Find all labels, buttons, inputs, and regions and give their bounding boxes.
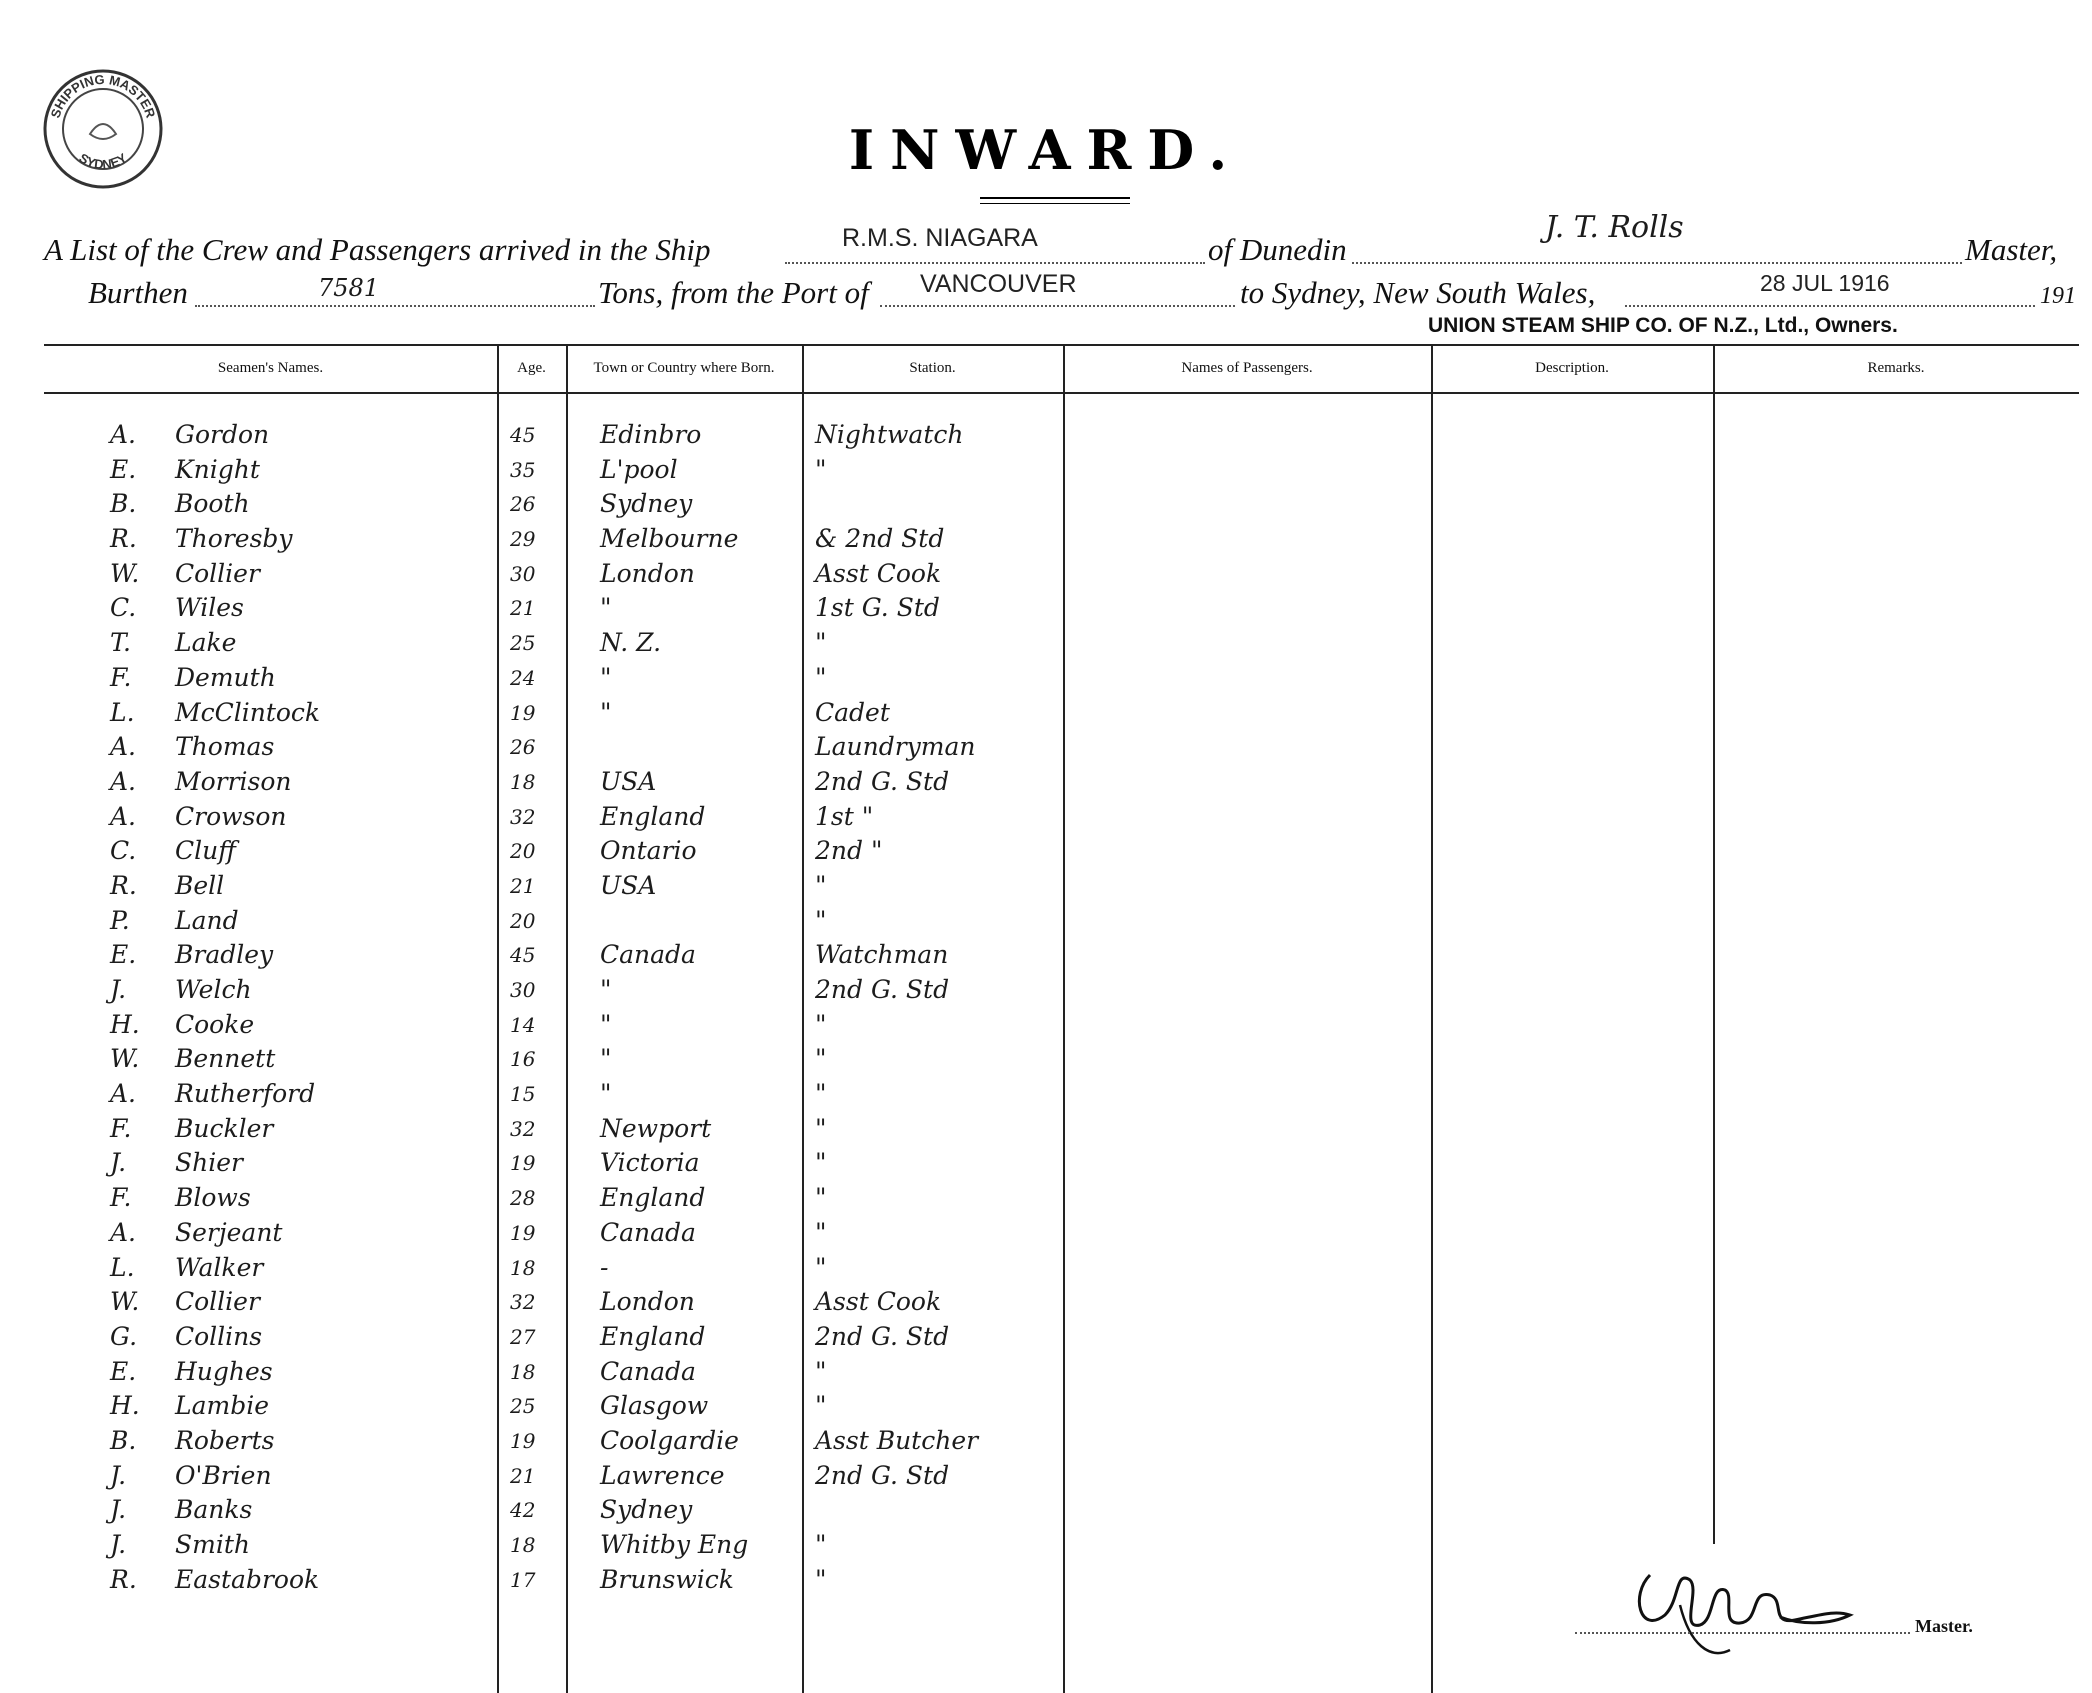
seaman-surname: Walker	[175, 1252, 264, 1282]
seaman-age: 14	[510, 1012, 536, 1037]
seaman-birthplace: "	[600, 662, 612, 692]
seaman-birthplace: L'pool	[600, 454, 678, 484]
seaman-station: Asst Cook	[815, 1287, 942, 1317]
crew-row	[0, 869, 2092, 904]
seaman-age: 35	[510, 457, 536, 482]
port-name: VANCOUVER	[920, 270, 1077, 298]
seaman-initial: R.	[110, 1564, 137, 1594]
seaman-station: 2nd "	[815, 836, 883, 866]
seaman-station: & 2nd Std	[815, 524, 945, 554]
seaman-age: 26	[510, 492, 536, 517]
seaman-station: 2nd G. Std	[815, 1460, 950, 1490]
seaman-station: 1st G. Std	[815, 593, 940, 623]
seaman-station: 2nd G. Std	[815, 1321, 950, 1351]
stamp-text-top: SHIPPING MASTER	[47, 71, 159, 120]
seaman-station: "	[815, 870, 827, 900]
seaman-birthplace: "	[600, 975, 612, 1004]
crew-row	[0, 765, 2092, 800]
crew-row	[0, 904, 2092, 939]
seaman-surname: Wiles	[175, 593, 244, 623]
master-label: Master,	[1965, 232, 2058, 267]
seaman-surname: Cooke	[175, 1009, 255, 1039]
seaman-initial: T.	[110, 628, 131, 658]
seaman-surname: Rutherford	[175, 1079, 316, 1109]
seaman-surname: Bradley	[175, 940, 274, 970]
seaman-age: 42	[510, 1498, 536, 1523]
crew-row	[0, 973, 2092, 1008]
column-header-description: Description.	[1535, 360, 1609, 376]
seaman-birthplace: Ontario	[600, 836, 697, 866]
seaman-age: 30	[510, 978, 536, 1002]
crew-row	[0, 487, 2092, 522]
seaman-surname: Bennett	[175, 1044, 276, 1074]
seaman-birthplace: -	[600, 1252, 609, 1282]
seaman-station: Cadet	[815, 697, 890, 727]
seaman-initial: E.	[110, 1356, 137, 1386]
seaman-station: Asst Butcher	[815, 1425, 979, 1455]
crew-row	[0, 800, 2092, 835]
crew-row	[0, 1042, 2092, 1077]
table-top-border	[44, 344, 2079, 346]
crew-row	[0, 1112, 2092, 1147]
seaman-surname: Collier	[175, 1287, 260, 1317]
burthen-line	[195, 305, 595, 307]
seaman-birthplace: Canada	[600, 940, 696, 970]
document-title: INWARD.	[848, 118, 1244, 182]
crew-row	[0, 1181, 2092, 1216]
seaman-age: 30	[510, 561, 536, 586]
seaman-surname: Eastabrook	[175, 1564, 320, 1594]
master-name: J. T. Rolls	[1545, 210, 1684, 245]
crew-list	[0, 418, 2092, 1597]
column-header-station: Station.	[909, 360, 956, 376]
seaman-initial: E.	[110, 454, 137, 484]
seaman-surname: Demuth	[175, 662, 276, 692]
seaman-birthplace: "	[600, 1009, 612, 1039]
seaman-birthplace: Victoria	[600, 1148, 700, 1178]
crew-row	[0, 730, 2092, 765]
seaman-birthplace: England	[600, 1321, 706, 1351]
seaman-birthplace: USA	[600, 870, 657, 900]
svg-text:SHIPPING MASTER	[48, 72, 159, 121]
seaman-surname: Thomas	[175, 732, 275, 762]
ship-name: R.M.S. NIAGARA	[842, 224, 1038, 252]
seaman-station: "	[815, 1217, 827, 1247]
seaman-surname: Crowson	[175, 801, 287, 831]
seaman-birthplace: England	[600, 1183, 706, 1213]
seaman-surname: Morrison	[175, 766, 292, 796]
crew-row	[0, 453, 2092, 488]
seaman-station: 2nd G. Std	[815, 975, 950, 1004]
seaman-birthplace: USA	[600, 766, 657, 796]
seaman-age: 32	[510, 1290, 536, 1315]
crew-row	[0, 1493, 2092, 1528]
seaman-age: 18	[510, 1533, 536, 1557]
arrival-date: 28 JUL 1916	[1760, 270, 1890, 296]
seaman-birthplace: "	[600, 1079, 612, 1109]
seaman-initial: G.	[110, 1321, 138, 1351]
seaman-station: 1st "	[815, 801, 874, 831]
seaman-surname: Knight	[175, 454, 260, 484]
seaman-surname: Bell	[175, 870, 225, 900]
seaman-surname: Blows	[175, 1183, 251, 1213]
seaman-age: 26	[510, 735, 536, 760]
seaman-surname: Shier	[175, 1148, 243, 1178]
seaman-surname: Buckler	[175, 1113, 274, 1143]
seaman-age: 45	[510, 423, 536, 447]
seaman-birthplace: Canada	[600, 1356, 696, 1386]
seaman-age: 19	[510, 1151, 536, 1176]
crew-row	[0, 696, 2092, 731]
seaman-age: 21	[510, 1463, 536, 1488]
crew-row	[0, 1251, 2092, 1286]
seaman-age: 32	[510, 1116, 536, 1141]
burthen-value: 7581	[318, 274, 380, 302]
seaman-age: 19	[510, 1220, 536, 1245]
seaman-birthplace: Coolgardie	[600, 1425, 739, 1455]
crew-row	[0, 1008, 2092, 1043]
seaman-age: 16	[510, 1047, 536, 1072]
seaman-birthplace: Edinbro	[600, 420, 702, 449]
seaman-station: "	[815, 1148, 827, 1178]
master-signature	[1620, 1555, 1860, 1665]
crew-row	[0, 1424, 2092, 1459]
seaman-initial: A.	[110, 1079, 137, 1109]
master-signature-label: Master.	[1915, 1616, 1973, 1636]
seaman-birthplace: Canada	[600, 1217, 696, 1247]
seaman-initial: B.	[110, 489, 137, 519]
seaman-surname: Cluff	[175, 836, 236, 866]
seaman-age: 27	[510, 1324, 536, 1349]
title-underline	[980, 197, 1130, 199]
seaman-initial: E.	[110, 940, 137, 970]
seaman-age: 20	[510, 839, 536, 864]
stamp-text-bottom: SYDNEY	[76, 150, 130, 173]
seaman-initial: J.	[110, 1530, 127, 1559]
seaman-initial: J.	[110, 1460, 127, 1490]
seaman-initial: A.	[110, 766, 137, 796]
seaman-birthplace: "	[600, 1044, 612, 1074]
destination-label: to Sydney, New South Wales,	[1240, 275, 1596, 310]
seaman-station: "	[815, 905, 827, 935]
seaman-initial: J.	[110, 975, 127, 1004]
seaman-birthplace: Sydney	[600, 1495, 693, 1525]
seaman-initial: J.	[110, 1495, 127, 1525]
seaman-station: "	[815, 628, 827, 658]
seaman-initial: B.	[110, 1425, 137, 1455]
seaman-surname: Thoresby	[175, 524, 293, 554]
crew-row	[0, 834, 2092, 869]
seaman-age: 24	[510, 665, 536, 690]
port-line	[880, 305, 1235, 307]
signature-line	[1575, 1632, 1910, 1634]
seaman-age: 18	[510, 769, 536, 794]
seaman-initial: F.	[110, 1183, 132, 1213]
crew-row	[0, 1389, 2092, 1424]
seaman-birthplace: England	[600, 801, 706, 831]
crew-row	[0, 557, 2092, 592]
seaman-station: "	[815, 1079, 827, 1109]
crew-row	[0, 418, 2092, 453]
seaman-surname: Land	[175, 905, 239, 935]
seaman-birthplace: "	[600, 593, 612, 623]
seaman-initial: L.	[110, 1252, 135, 1282]
column-header-seamens-names: Seamen's Names.	[217, 360, 324, 376]
seaman-station: "	[815, 1356, 827, 1386]
list-intro-text: A List of the Crew and Passengers arrived in the Ship	[44, 232, 711, 267]
crew-row	[0, 1285, 2092, 1320]
seaman-initial: W.	[110, 1044, 140, 1074]
crew-row	[0, 1459, 2092, 1494]
seaman-age: 21	[510, 873, 536, 898]
crew-row	[0, 1077, 2092, 1112]
tons-from-label: Tons, from the Port of	[598, 275, 869, 310]
seaman-age: 25	[510, 631, 536, 656]
column-header-passengers: Names of Passengers.	[1181, 360, 1313, 376]
crew-row	[0, 661, 2092, 696]
seaman-initial: H.	[110, 1391, 140, 1421]
seaman-surname: McClintock	[175, 697, 321, 727]
seaman-station: "	[815, 1391, 827, 1421]
seaman-station: Asst Cook	[815, 558, 942, 588]
seaman-age: 29	[510, 527, 536, 552]
seaman-station: 2nd G. Std	[815, 766, 950, 796]
seaman-surname: Serjeant	[175, 1217, 283, 1247]
seaman-surname: Roberts	[175, 1425, 275, 1455]
crew-row	[0, 1146, 2092, 1181]
seaman-station: "	[815, 1113, 827, 1143]
seaman-age: 19	[510, 700, 536, 725]
seaman-surname: Hughes	[175, 1356, 273, 1386]
seaman-surname: Lake	[175, 628, 237, 658]
seaman-age: 32	[510, 804, 536, 829]
seaman-station: "	[815, 1530, 827, 1559]
seaman-age: 20	[510, 908, 536, 933]
seaman-birthplace: Newport	[600, 1113, 712, 1143]
table-header-border	[44, 392, 2079, 394]
seaman-initial: P.	[110, 905, 130, 935]
seaman-surname: Collins	[175, 1321, 263, 1351]
crew-row	[0, 938, 2092, 973]
seaman-surname: Booth	[175, 489, 250, 519]
title-underline-thin	[980, 203, 1130, 204]
seaman-birthplace: Lawrence	[600, 1460, 725, 1490]
seaman-initial: L.	[110, 697, 135, 727]
seaman-age: 19	[510, 1428, 536, 1453]
seaman-surname: Lambie	[175, 1391, 270, 1421]
seaman-initial: W.	[110, 1287, 140, 1317]
column-header-birthplace: Town or Country where Born.	[593, 360, 775, 376]
seaman-surname: Banks	[175, 1495, 253, 1525]
seaman-age: 18	[510, 1359, 536, 1384]
crew-row	[0, 1320, 2092, 1355]
date-line	[1625, 305, 2035, 307]
seaman-initial: A.	[110, 801, 137, 831]
seaman-surname: Collier	[175, 558, 260, 588]
seaman-age: 28	[510, 1186, 536, 1211]
crew-row	[0, 1355, 2092, 1390]
crew-row	[0, 591, 2092, 626]
master-name-line	[1352, 262, 1962, 264]
seaman-station: "	[815, 1252, 827, 1282]
seaman-initial: A.	[110, 732, 137, 762]
seaman-initial: J.	[110, 1148, 127, 1178]
seaman-age: 17	[510, 1567, 536, 1592]
seaman-initial: A.	[110, 420, 137, 449]
seaman-initial: H.	[110, 1009, 140, 1039]
seaman-birthplace: Melbourne	[600, 524, 739, 554]
seaman-station: "	[815, 1009, 827, 1039]
seaman-station: "	[815, 1044, 827, 1074]
seaman-age: 21	[510, 596, 536, 621]
seaman-surname: Smith	[175, 1530, 250, 1559]
seaman-station: "	[815, 1564, 827, 1594]
seaman-age: 45	[510, 943, 536, 968]
burthen-label: Burthen	[88, 275, 188, 310]
seaman-birthplace: London	[600, 558, 695, 588]
seaman-initial: A.	[110, 1217, 137, 1247]
seaman-station: "	[815, 454, 827, 484]
seaman-birthplace: N. Z.	[600, 628, 662, 658]
seaman-station: Nightwatch	[815, 420, 964, 449]
seaman-initial: F.	[110, 1113, 132, 1143]
seaman-station: Watchman	[815, 940, 949, 970]
seaman-birthplace: Sydney	[600, 489, 693, 519]
seaman-initial: C.	[110, 593, 137, 623]
seaman-station: Laundryman	[815, 732, 976, 762]
seaman-surname: Welch	[175, 975, 252, 1004]
seaman-birthplace: London	[600, 1287, 695, 1317]
crew-row	[0, 522, 2092, 557]
seaman-birthplace: Brunswick	[600, 1564, 734, 1594]
seaman-station: "	[815, 662, 827, 692]
seaman-age: 15	[510, 1082, 536, 1107]
seaman-birthplace: Whitby Eng	[600, 1530, 749, 1559]
seaman-surname: Gordon	[175, 420, 270, 449]
seaman-surname: O'Brien	[175, 1460, 272, 1490]
seaman-initial: R.	[110, 524, 137, 554]
owners-line: UNION STEAM SHIP CO. OF N.Z., Ltd., Owners.	[1428, 314, 1898, 337]
seaman-initial: W.	[110, 558, 140, 588]
seaman-initial: F.	[110, 662, 132, 692]
column-header-remarks: Remarks.	[1867, 360, 1925, 376]
seaman-initial: C.	[110, 836, 137, 866]
column-header-age: Age.	[517, 360, 546, 376]
seaman-age: 18	[510, 1255, 536, 1280]
seaman-birthplace: "	[600, 697, 612, 727]
ship-name-line	[785, 262, 1205, 264]
of-port-label: of Dunedin	[1208, 232, 1347, 267]
crew-row	[0, 626, 2092, 661]
crew-row	[0, 1216, 2092, 1251]
year-suffix: 191	[2040, 283, 2076, 309]
seaman-station: "	[815, 1183, 827, 1213]
seaman-age: 25	[510, 1394, 536, 1419]
seaman-birthplace: Glasgow	[600, 1391, 709, 1421]
seaman-initial: R.	[110, 870, 137, 900]
